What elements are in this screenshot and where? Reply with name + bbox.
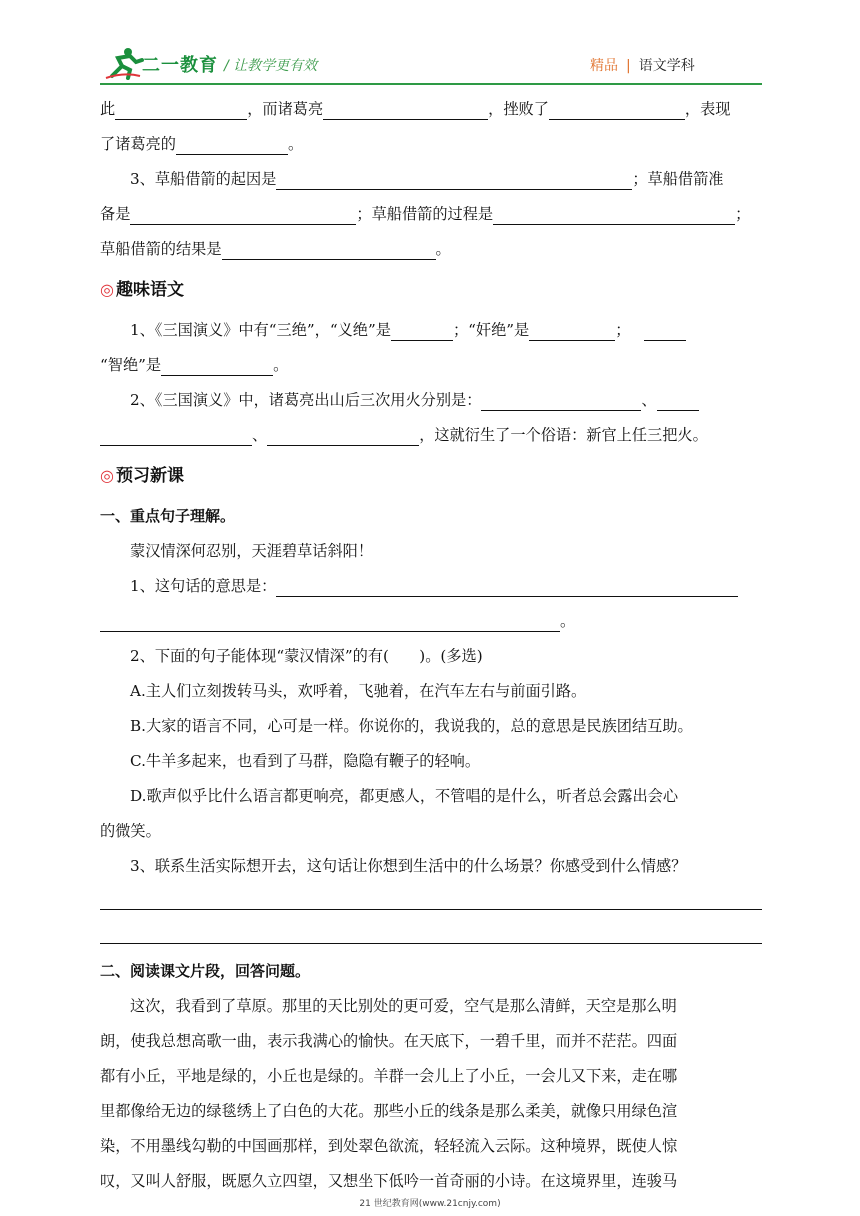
answer-blank[interactable] (529, 318, 615, 341)
passage-line: 这次，我看到了草原。那里的天比别处的更可爱，空气是那么清鲜，天空是那么明 (130, 997, 677, 1015)
passage-line: 里都像给无边的绿毯绣上了白色的大花。那些小丘的线条是那么柔美，就像只用绿色渲 (100, 1102, 678, 1120)
q3-line-2 (100, 197, 762, 232)
answer-blank[interactable] (267, 423, 419, 446)
page-content (100, 92, 762, 1199)
passage-line: 叹，又叫人舒服，既愿久立四望，又想坐下低吟一首奇丽的小诗。在这境界里，连骏马 (100, 1172, 678, 1190)
passage-line: 朗，使我总想高歌一曲，表示我满心的愉快。在天底下，一碧千里，而并不茫茫。四面 (100, 1032, 678, 1050)
text: ；草船借箭准 (632, 170, 724, 188)
passage-line: 染，不用墨线勾勒的中国画那样，到处翠色欲流，轻轻流入云际。这种境界，既使人惊 (100, 1137, 678, 1155)
option-d-line-2: 的微笑。 (100, 822, 161, 840)
option-c: C.牛羊多起来，也看到了马群，隐隐有鞭子的轻响。 (130, 752, 481, 770)
option-b: B.大家的语言不同，心可是一样。你说你的，我说我的，总的意思是民族团结互助。 (130, 717, 693, 735)
answer-blank[interactable] (100, 609, 560, 632)
answer-blank[interactable] (276, 167, 632, 190)
answer-blank[interactable] (493, 202, 735, 225)
answer-blank[interactable] (130, 202, 356, 225)
q3-line-3 (100, 232, 762, 267)
answer-blank[interactable] (481, 388, 641, 411)
logo-text: 二一教育 (142, 55, 218, 76)
option-a: A.主人们立刻拨转马头，欢呼着，飞驰着，在汽车左右与前面引路。 (130, 682, 587, 700)
text: 、 (252, 426, 268, 444)
part1-title: 一、重点句子理解。 (100, 507, 236, 525)
slogan: / 让教学更有效 (224, 58, 318, 74)
p-q2: 2、下面的句子能体现“蒙汉情深”的有( )。(多选) (130, 647, 483, 665)
text: ； (735, 205, 751, 223)
answer-blank[interactable] (549, 97, 685, 120)
header-rule (100, 83, 762, 85)
q-top-line-2 (100, 127, 762, 162)
fun-q1-line-1 (100, 313, 762, 348)
page-header (0, 0, 860, 86)
text: ； (615, 321, 631, 339)
answer-blank[interactable] (115, 97, 247, 120)
text: 、 (641, 391, 657, 409)
p-q1-line-2 (100, 604, 762, 639)
answer-blank[interactable] (323, 97, 488, 120)
text: 此 (100, 100, 116, 118)
answer-blank[interactable] (176, 132, 288, 155)
answer-blank[interactable] (644, 318, 686, 341)
text: 备是 (100, 205, 131, 223)
text: 。 (560, 612, 576, 630)
fun-q1-line-2 (100, 348, 762, 383)
text: “智绝”是 (100, 356, 162, 374)
text: 。 (273, 356, 289, 374)
text: ；草船借箭的过程是 (356, 205, 494, 223)
header-separator: | (626, 58, 631, 74)
text: 2、《三国演义》中，诸葛亮出山后三次用火分别是： (130, 391, 482, 409)
p-q1-line-1 (100, 569, 762, 604)
section-title: 趣味语文 (115, 280, 184, 300)
p-q3: 3、联系生活实际想开去，这句话让你想到生活中的什么场景？你感受到什么情感？ (130, 857, 687, 875)
text: ；“奸绝”是 (452, 321, 530, 339)
answer-blank[interactable] (391, 318, 453, 341)
text: 3、草船借箭的起因是 (130, 170, 277, 188)
subject-label: 语文学科 (638, 58, 695, 74)
text: 。 (435, 240, 451, 258)
text: ，这就衍生了一个俗语：新官上任三把火。 (419, 426, 708, 444)
text: 1、《三国演义》中有“三绝”，“义绝”是 (130, 321, 391, 339)
section-title: 预习新课 (115, 466, 184, 486)
answer-blank[interactable] (222, 237, 436, 260)
target-icon: ◎ (100, 280, 114, 299)
answer-blank[interactable] (161, 353, 273, 376)
fun-q2-line-2 (100, 418, 762, 453)
answer-blank[interactable] (276, 574, 738, 597)
option-d-line-1: D.歌声似乎比什么语言都更响亮，都更感人，不管唱的是什么，听者总会露出会心 (130, 787, 679, 805)
text: 了诸葛亮的 (100, 135, 176, 153)
answer-line[interactable] (100, 884, 762, 910)
header-subject (590, 55, 695, 75)
text: 。 (287, 135, 304, 153)
part2-title: 二、阅读课文片段，回答问题。 (100, 962, 311, 980)
q3-line-1 (100, 162, 762, 197)
text: ，表现 (684, 100, 731, 118)
answer-blank[interactable] (100, 423, 252, 446)
text: 1、这句话的意思是： (130, 577, 277, 595)
jingpin-label: 精品 (590, 58, 618, 74)
answer-blank[interactable] (657, 388, 699, 411)
text: 草船借箭的结果是 (100, 240, 222, 258)
passage-line: 都有小丘，平地是绿的，小丘也是绿的。羊群一会儿上了小丘，一会儿又下来，走在哪 (100, 1067, 678, 1085)
q-top-line-1 (100, 92, 762, 127)
text: ，而诸葛亮 (247, 100, 324, 118)
section-fun-chinese (100, 267, 762, 313)
page-footer: 21 世纪教育网(www.21cnjy.com) (359, 1199, 501, 1209)
target-icon: ◎ (100, 466, 114, 485)
answer-line[interactable] (100, 918, 762, 944)
fun-q2-line-1 (100, 383, 762, 418)
text: ，挫败了 (488, 100, 549, 118)
key-sentence: 蒙汉情深何忍别，天涯碧草话斜阳！ (130, 542, 373, 560)
section-preview (100, 453, 762, 499)
